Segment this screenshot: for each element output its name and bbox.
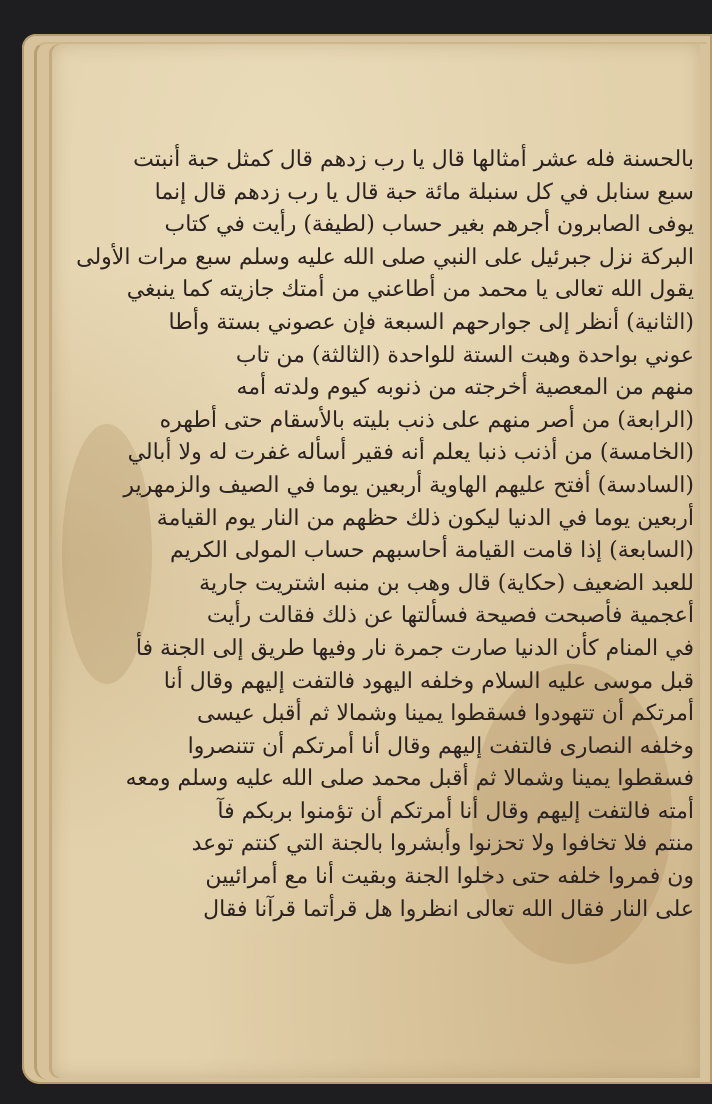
manuscript-line: للعبد الضعيف (حكاية) قال وهب بن منبه اشتريت جارية bbox=[199, 570, 694, 596]
manuscript-line: (الرابعة) من أصر منهم على ذنب بليته بالأسقام حتى أطهره bbox=[159, 407, 694, 433]
manuscript-line: وخلفه النصارى فالتفت إليهم وقال أنا أمرتكم أن تتنصروا bbox=[187, 733, 694, 759]
manuscript-line: يقول الله تعالى يا محمد من أطاعني من أمتك جازيته كما ينبغي bbox=[126, 277, 694, 303]
manuscript-line: أمته فالتفت إليهم وقال أنا أمرتكم أن تؤمنوا بربكم فآ bbox=[217, 798, 694, 824]
manuscript-line: أمرتكم أن تتهودوا فسقطوا يمينا وشمالا ثم أقبل عيسى bbox=[196, 701, 694, 727]
manuscript-line: (السادسة) أفتح عليهم الهاوية أربعين يوما في الصيف والزمهرير bbox=[123, 472, 694, 498]
manuscript-line: أربعين يوما في الدنيا ليكون ذلك حظهم من النار يوم القيامة bbox=[156, 505, 694, 531]
manuscript-line: منتم فلا تخافوا ولا تحزنوا وأبشروا بالجنة التي كنتم توعد bbox=[191, 831, 694, 857]
manuscript-line: عوني بواحدة وهبت الستة للواحدة (الثالثة) من تاب bbox=[235, 342, 694, 368]
manuscript-line: (الثانية) أنظر إلى جوارحهم السبعة فإن عصوني بستة وأطا bbox=[168, 309, 694, 335]
manuscript-line: فسقطوا يمينا وشمالا ثم أقبل محمد صلى الله عليه وسلم ومعه bbox=[125, 766, 694, 792]
manuscript-line: سبع سنابل في كل سنبلة مائة حبة قال يا رب زدهم قال إنما bbox=[154, 179, 694, 205]
manuscript-line: منهم من المعصية أخرجته من ذنوبه كيوم ولدته أمه bbox=[236, 375, 694, 401]
manuscript-line: البركة نزل جبرئيل على النبي صلى الله عليه وسلم سبع مرات الأولى bbox=[76, 244, 694, 270]
manuscript-line: (السابعة) إذا قامت القيامة أحاسبهم حساب المولى الكريم bbox=[169, 538, 694, 564]
manuscript-text bbox=[76, 144, 694, 994]
manuscript-line: ون فمروا خلفه حتى دخلوا الجنة وبقيت أنا مع أمرائيين bbox=[205, 864, 694, 890]
manuscript-line: أعجمية فأصبحت فصيحة فسألتها عن ذلك فقالت رأيت bbox=[206, 603, 694, 629]
manuscript-line: قبل موسى عليه السلام وخلفه اليهود فالتفت إليهم وقال أنا bbox=[163, 668, 694, 694]
manuscript-line: على النار فقال الله تعالى انظروا هل قرأتما قرآنا فقال bbox=[203, 896, 694, 922]
manuscript-line: (الخامسة) من أذنب ذنبا يعلم أنه فقير أسأله غفرت له ولا أبالي bbox=[127, 440, 694, 466]
manuscript-line: بالحسنة فله عشر أمثالها قال يا رب زدهم قال كمثل حبة أنبتت bbox=[133, 147, 694, 172]
manuscript-line: في المنام كأن الدنيا صارت جمرة نار وفيها طريق إلى الجنة فأ bbox=[135, 635, 694, 661]
manuscript-line: يوفى الصابرون أجرهم بغير حساب (لطيفة) رأيت في كتاب bbox=[164, 212, 694, 238]
